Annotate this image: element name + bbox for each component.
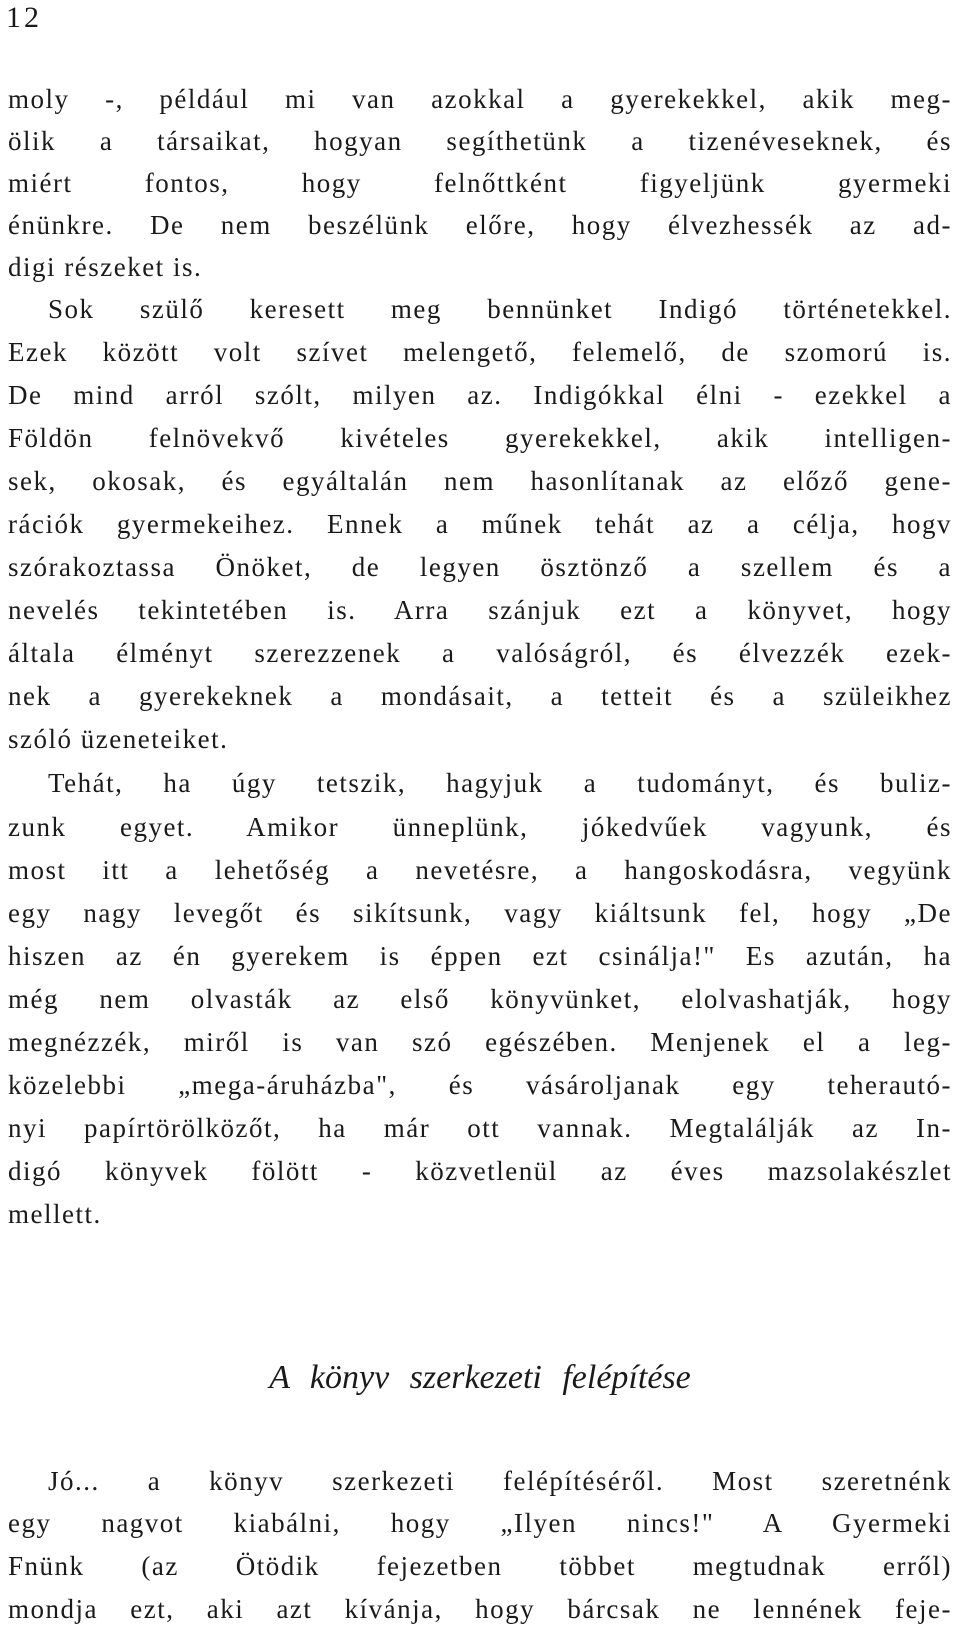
text-line: szóló üzeneteiket. (8, 724, 229, 754)
text-line: moly -, például mi van azokkal a gyerekekkel, akik meg- (8, 84, 952, 114)
text-line: miért fontos, hogy felnőttként figyeljünk gyermeki (8, 168, 952, 198)
text-line: digó könyvek fölött - közvetlenül az éves mazsolakészlet (8, 1156, 952, 1186)
text-line: általa élményt szerezzenek a valóságról, és élvezzék ezek- (8, 638, 952, 668)
text-line: hiszen az én gyerekem is éppen ezt csinálja!" Es azután, ha (8, 941, 952, 971)
text-line: sek, okosak, és egyáltalán nem hasonlítanak az előző gene- (8, 466, 952, 496)
text-line: egy nagvot kiabálni, hogy „Ilyen nincs!" A Gyermeki (8, 1508, 952, 1538)
text-line: zunk egyet. Amikor ünneplünk, jókedvűek vagyunk, és (8, 812, 952, 842)
text-line: Ezek között volt szívet melengető, felemelő, de szomorú is. (8, 337, 952, 367)
text-line: szórakoztassa Önöket, de legyen ösztönző a szellem és a (8, 552, 952, 582)
text-line: egy nagy levegőt és sikítsunk, vagy kiáltsunk fel, hogy „De (8, 898, 952, 928)
text-line: megnézzék, miről is van szó egészében. Menjenek el a leg- (8, 1027, 952, 1057)
text-line: nyi papírtörölközőt, ha már ott vannak. Megtalálják az In- (8, 1113, 952, 1143)
text-line: közelebbi „mega-áruházba", és vásároljanak egy teherautó- (8, 1070, 952, 1100)
text-line: digi részeket is. (8, 252, 203, 282)
text-line: Jó... a könyv szerkezeti felépítéséről. Most szeretnénk (48, 1466, 952, 1496)
section-heading: A könyv szerkezeti felépítése (269, 1359, 691, 1396)
text-line: még nem olvasták az első könyvünket, elolvashatják, hogy (8, 984, 952, 1014)
text-line: mellett. (8, 1199, 102, 1229)
text-line: Tehát, ha úgy tetszik, hagyjuk a tudományt, és buliz- (48, 768, 952, 798)
text-line: rációk gyermekeihez. Ennek a műnek tehát az a célja, hogv (8, 509, 952, 539)
text-line: most itt a lehetőség a nevetésre, a hangoskodásra, vegyünk (8, 855, 952, 885)
text-line: mondja ezt, aki azt kívánja, hogy bárcsak ne lennének feje- (8, 1594, 952, 1624)
text-line: ölik a társaikat, hogyan segíthetünk a tizenéveseknek, és (8, 126, 952, 156)
text-line: Sok szülő keresett meg bennünket Indigó történetekkel. (48, 294, 952, 324)
text-line: nek a gyerekeknek a mondásait, a tetteit és a szüleikhez (8, 681, 952, 711)
text-line: De mind arról szólt, milyen az. Indigókkal élni - ezekkel a (8, 380, 952, 410)
text-line: énünkre. De nem beszélünk előre, hogy élvezhessék az ad- (8, 210, 952, 240)
text-line: Fnünk (az Ötödik fejezetben többet megtudnak erről) (8, 1551, 952, 1581)
page-number: 12 (6, 1, 42, 34)
text-line: Földön felnövekvő kivételes gyerekekkel, akik intelligen- (8, 423, 952, 453)
text-line: nevelés tekintetében is. Arra szánjuk ezt a könyvet, hogy (8, 595, 952, 625)
